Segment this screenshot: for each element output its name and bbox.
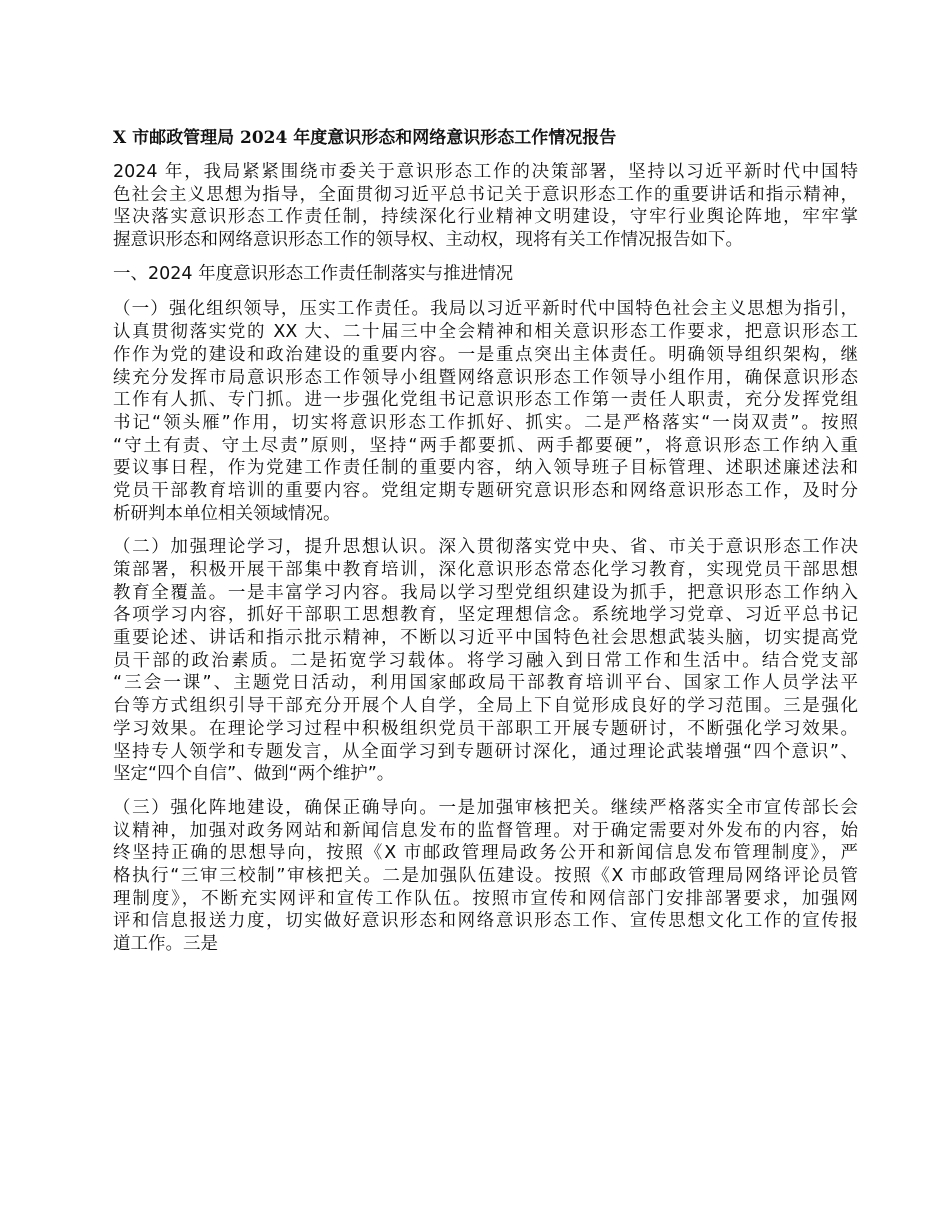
text-line: （一）强化组织领导，压实工作责任。我局以习近平新时代中国特色社会主义思想为指引，: [113, 299, 858, 320]
text-line: 党员干部教育培训的重要内容。党组定期专题研究意识形态和网络意识形态工作，及时分: [113, 480, 858, 501]
body-paragraph: [113, 536, 858, 786]
text-line: 各项学习内容，抓好干部职工思想教育，坚定理想信念。系统地学习党章、习近平总书记: [113, 605, 858, 626]
document-title: X 市邮政管理局 2024 年度意识形态和网络意识形态工作情况报告: [113, 128, 617, 148]
text-line: 策部署，积极开展干部集中教育培训，深化意识形态常态化学习教育，实现党员干部思想: [113, 560, 858, 581]
text-line: 色社会主义思想为指导，全面贯彻习近平总书记关于意识形态工作的重要讲话和指示精神，: [113, 184, 858, 205]
text-line: 评和信息报送力度，切实做好意识形态和网络意识形态工作、宣传思想文化工作的宣传报: [113, 911, 858, 932]
text-line: 续充分发挥市局意识形态工作领导小组暨网络意识形态工作领导小组作用，确保意识形态: [113, 367, 858, 388]
document-page: [113, 127, 858, 967]
text-line: “守土有责、守土尽责”原则，坚持“两手都要抓、两手都要硬”，将意识形态工作纳入重: [113, 435, 858, 456]
text-line: 道工作。三是: [113, 934, 218, 955]
body-paragraph: [113, 797, 858, 956]
text-line: 认真贯彻落实党的 XX 大、二十届三中全会精神和相关意识形态工作要求，把意识形态工: [113, 322, 858, 343]
intro-paragraph: [113, 161, 858, 252]
text-line: 书记“领头雁”作用，切实将意识形态工作抓好、抓实。二是严格落实“一岗双责”。按照: [113, 412, 858, 433]
text-line: 握意识形态和网络意识形态工作的领导权、主动权，现将有关工作情况报告如下。: [113, 230, 743, 251]
text-line: 作作为党的建设和政治建设的重要内容。一是重点突出主体责任。明确领导组织架构，继: [113, 344, 858, 365]
text-line: 教育全覆盖。一是丰富学习内容。我局以学习型党组织建设为抓手，把意识形态工作纳入: [113, 582, 858, 603]
text-line: 析研判本单位相关领域情况。: [113, 503, 341, 524]
section-heading: 一、2024 年度意识形态工作责任制落实与推进情况: [113, 263, 514, 284]
text-line: 工作有人抓、专门抓。进一步强化党组书记意识形态工作第一责任人职责，充分发挥党组: [113, 390, 858, 411]
text-line: 学习效果。在理论学习过程中积极组织党员干部职工开展专题研讨，不断强化学习效果。: [113, 718, 858, 739]
text-line: 台等方式组织引导干部充分开展个人自学，全局上下自觉形成良好的学习范围。三是强化: [113, 696, 858, 717]
text-line: 坚持专人领学和专题发言，从全面学习到专题研讨深化，通过理论武装增强“四个意识”、: [113, 741, 858, 762]
text-line: （二）加强理论学习，提升思想认识。深入贯彻落实党中央、省、市关于意识形态工作决: [113, 537, 858, 558]
text-line: “三会一课”、主题党日活动，利用国家邮政局干部教育培训平台、国家工作人员学法平: [113, 673, 858, 694]
text-line: 终坚持正确的思想导向，按照《X 市邮政管理局政务公开和新闻信息发布管理制度》，严: [113, 843, 858, 864]
body-paragraph: [113, 298, 858, 525]
text-line: 格执行“三审三校制”审核把关。二是加强队伍建设。按照《X 市邮政管理局网络评论员管: [113, 865, 858, 886]
text-line: 2024 年，我局紧紧围绕市委关于意识形态工作的决策部署，坚持以习近平新时代中国特: [113, 162, 858, 182]
text-line: 要议事日程，作为党建工作责任制的重要内容，纳入领导班子目标管理、述职述廉述法和: [113, 458, 858, 479]
text-line: 坚定“四个自信”、做到“两个维护”。: [113, 764, 395, 785]
text-line: （三）强化阵地建设，确保正确导向。一是加强审核把关。继续严格落实全市宣传部长会: [113, 797, 858, 818]
text-line: 坚决落实意识形态工作责任制，持续深化行业精神文明建设，守牢行业舆论阵地，牢牢掌: [113, 207, 858, 228]
text-line: 重要论述、讲话和指示批示精神，不断以习近平中国特色社会思想武装头脑，切实提高党: [113, 628, 858, 649]
text-line: 议精神，加强对政务网站和新闻信息发布的监督管理。对于确定需要对外发布的内容，始: [113, 820, 858, 841]
text-line: 理制度》，不断充实网评和宣传工作队伍。按照市宣传和网信部门安排部署要求，加强网: [113, 888, 858, 909]
text-line: 员干部的政治素质。二是拓宽学习载体。将学习融入到日常工作和生活中。结合党支部: [113, 650, 858, 671]
